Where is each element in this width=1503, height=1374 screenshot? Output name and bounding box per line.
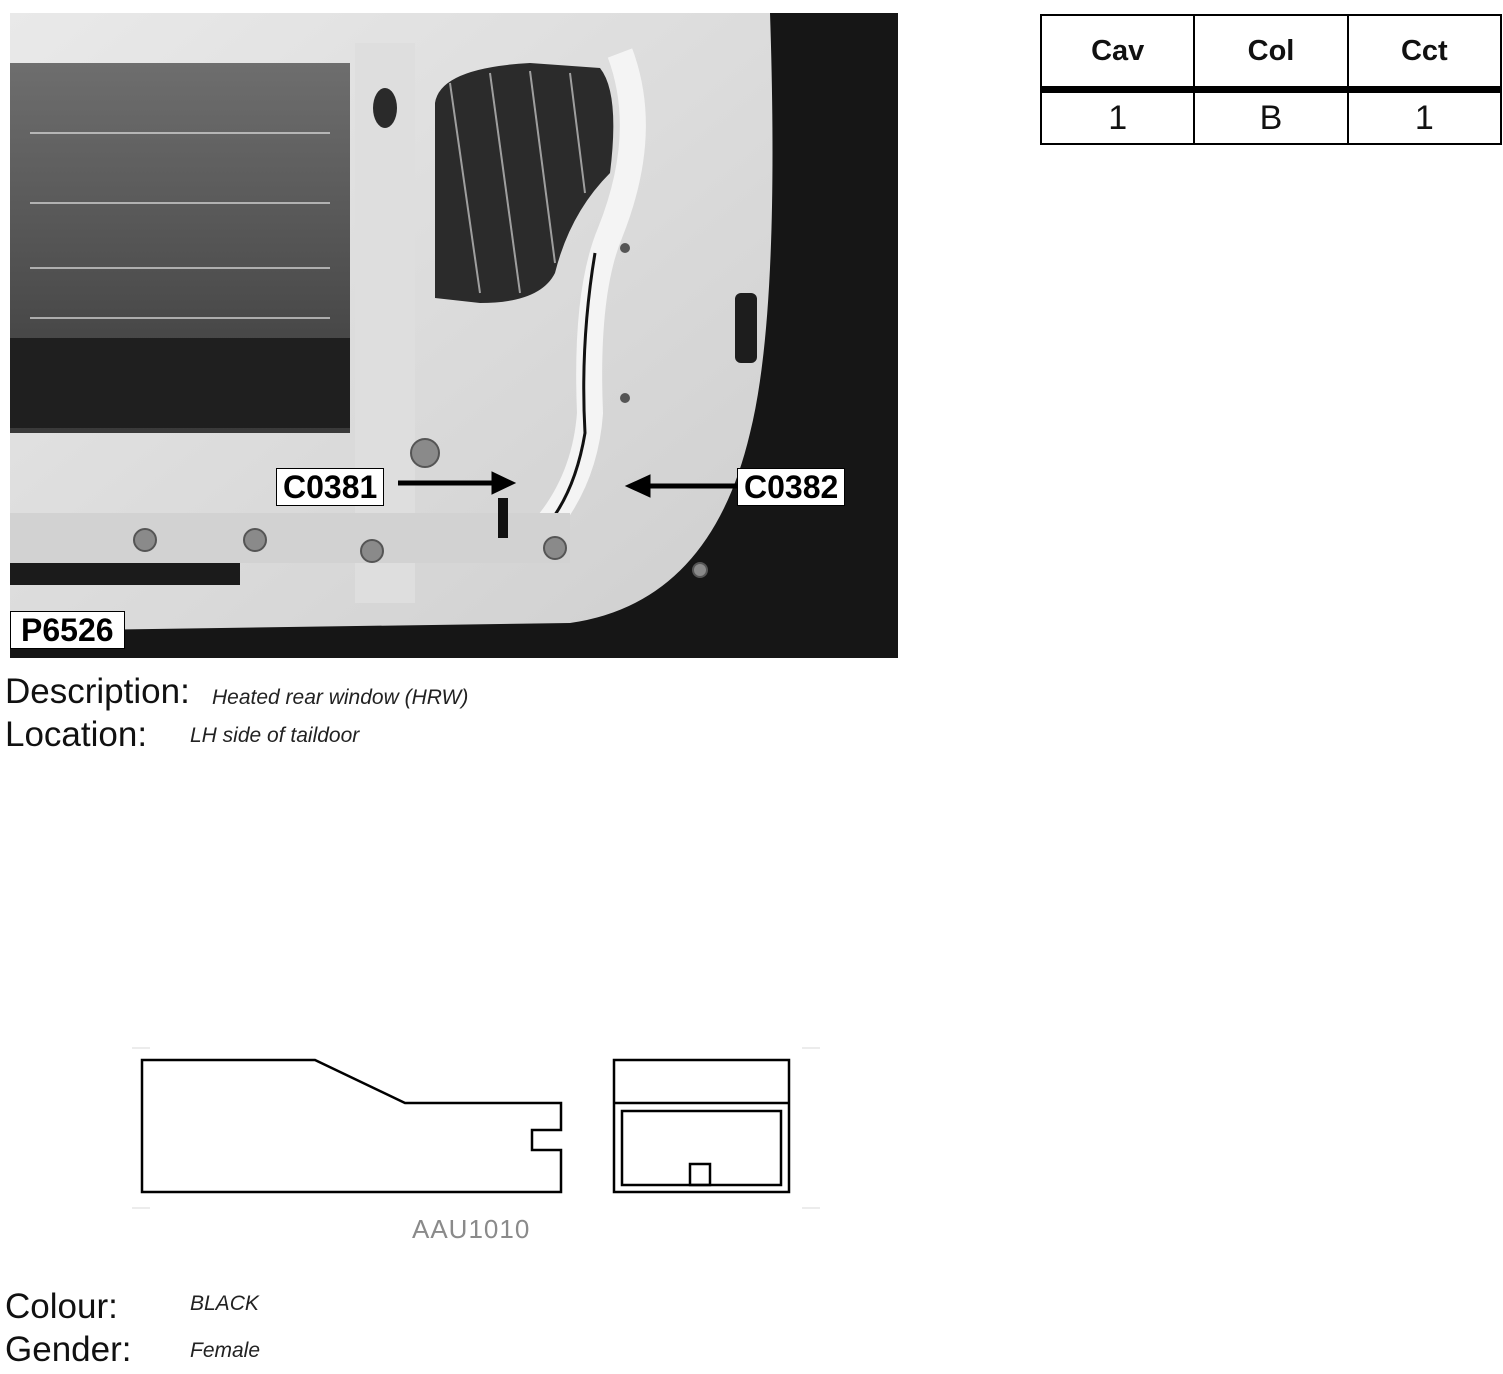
location-label: Location: [5,715,148,754]
column-header-col: Col [1194,15,1347,90]
colour-label: Colour: [5,1287,118,1326]
connector-label-c0382: C0382 [737,468,845,506]
pin-table-header-row [1041,15,1501,90]
location-value: LH side of taildoor [190,724,360,747]
photo-code: P6526 [10,611,125,649]
column-header-cct: Cct [1348,15,1501,90]
table-row [1041,90,1501,145]
pin-table [1040,14,1502,145]
description-label: Description: [5,672,190,711]
description-value: Heated rear window (HRW) [212,686,469,709]
cell-cav: 1 [1041,90,1194,145]
connector-outline-drawing [130,1040,830,1210]
connector-location-photo [10,13,898,658]
colour-value: BLACK [190,1292,259,1315]
taildoor-photo-illustration [10,13,898,658]
column-header-cav: Cav [1041,15,1194,90]
gender-value: Female [190,1339,261,1362]
drawing-code: AAU1010 [412,1214,531,1244]
cell-cct: 1 [1348,90,1501,145]
gender-label: Gender: [5,1330,132,1369]
side-view-outline [142,1060,561,1192]
connector-label-c0381: C0381 [276,468,384,506]
cell-col: B [1194,90,1347,145]
end-view-outline [614,1060,789,1192]
